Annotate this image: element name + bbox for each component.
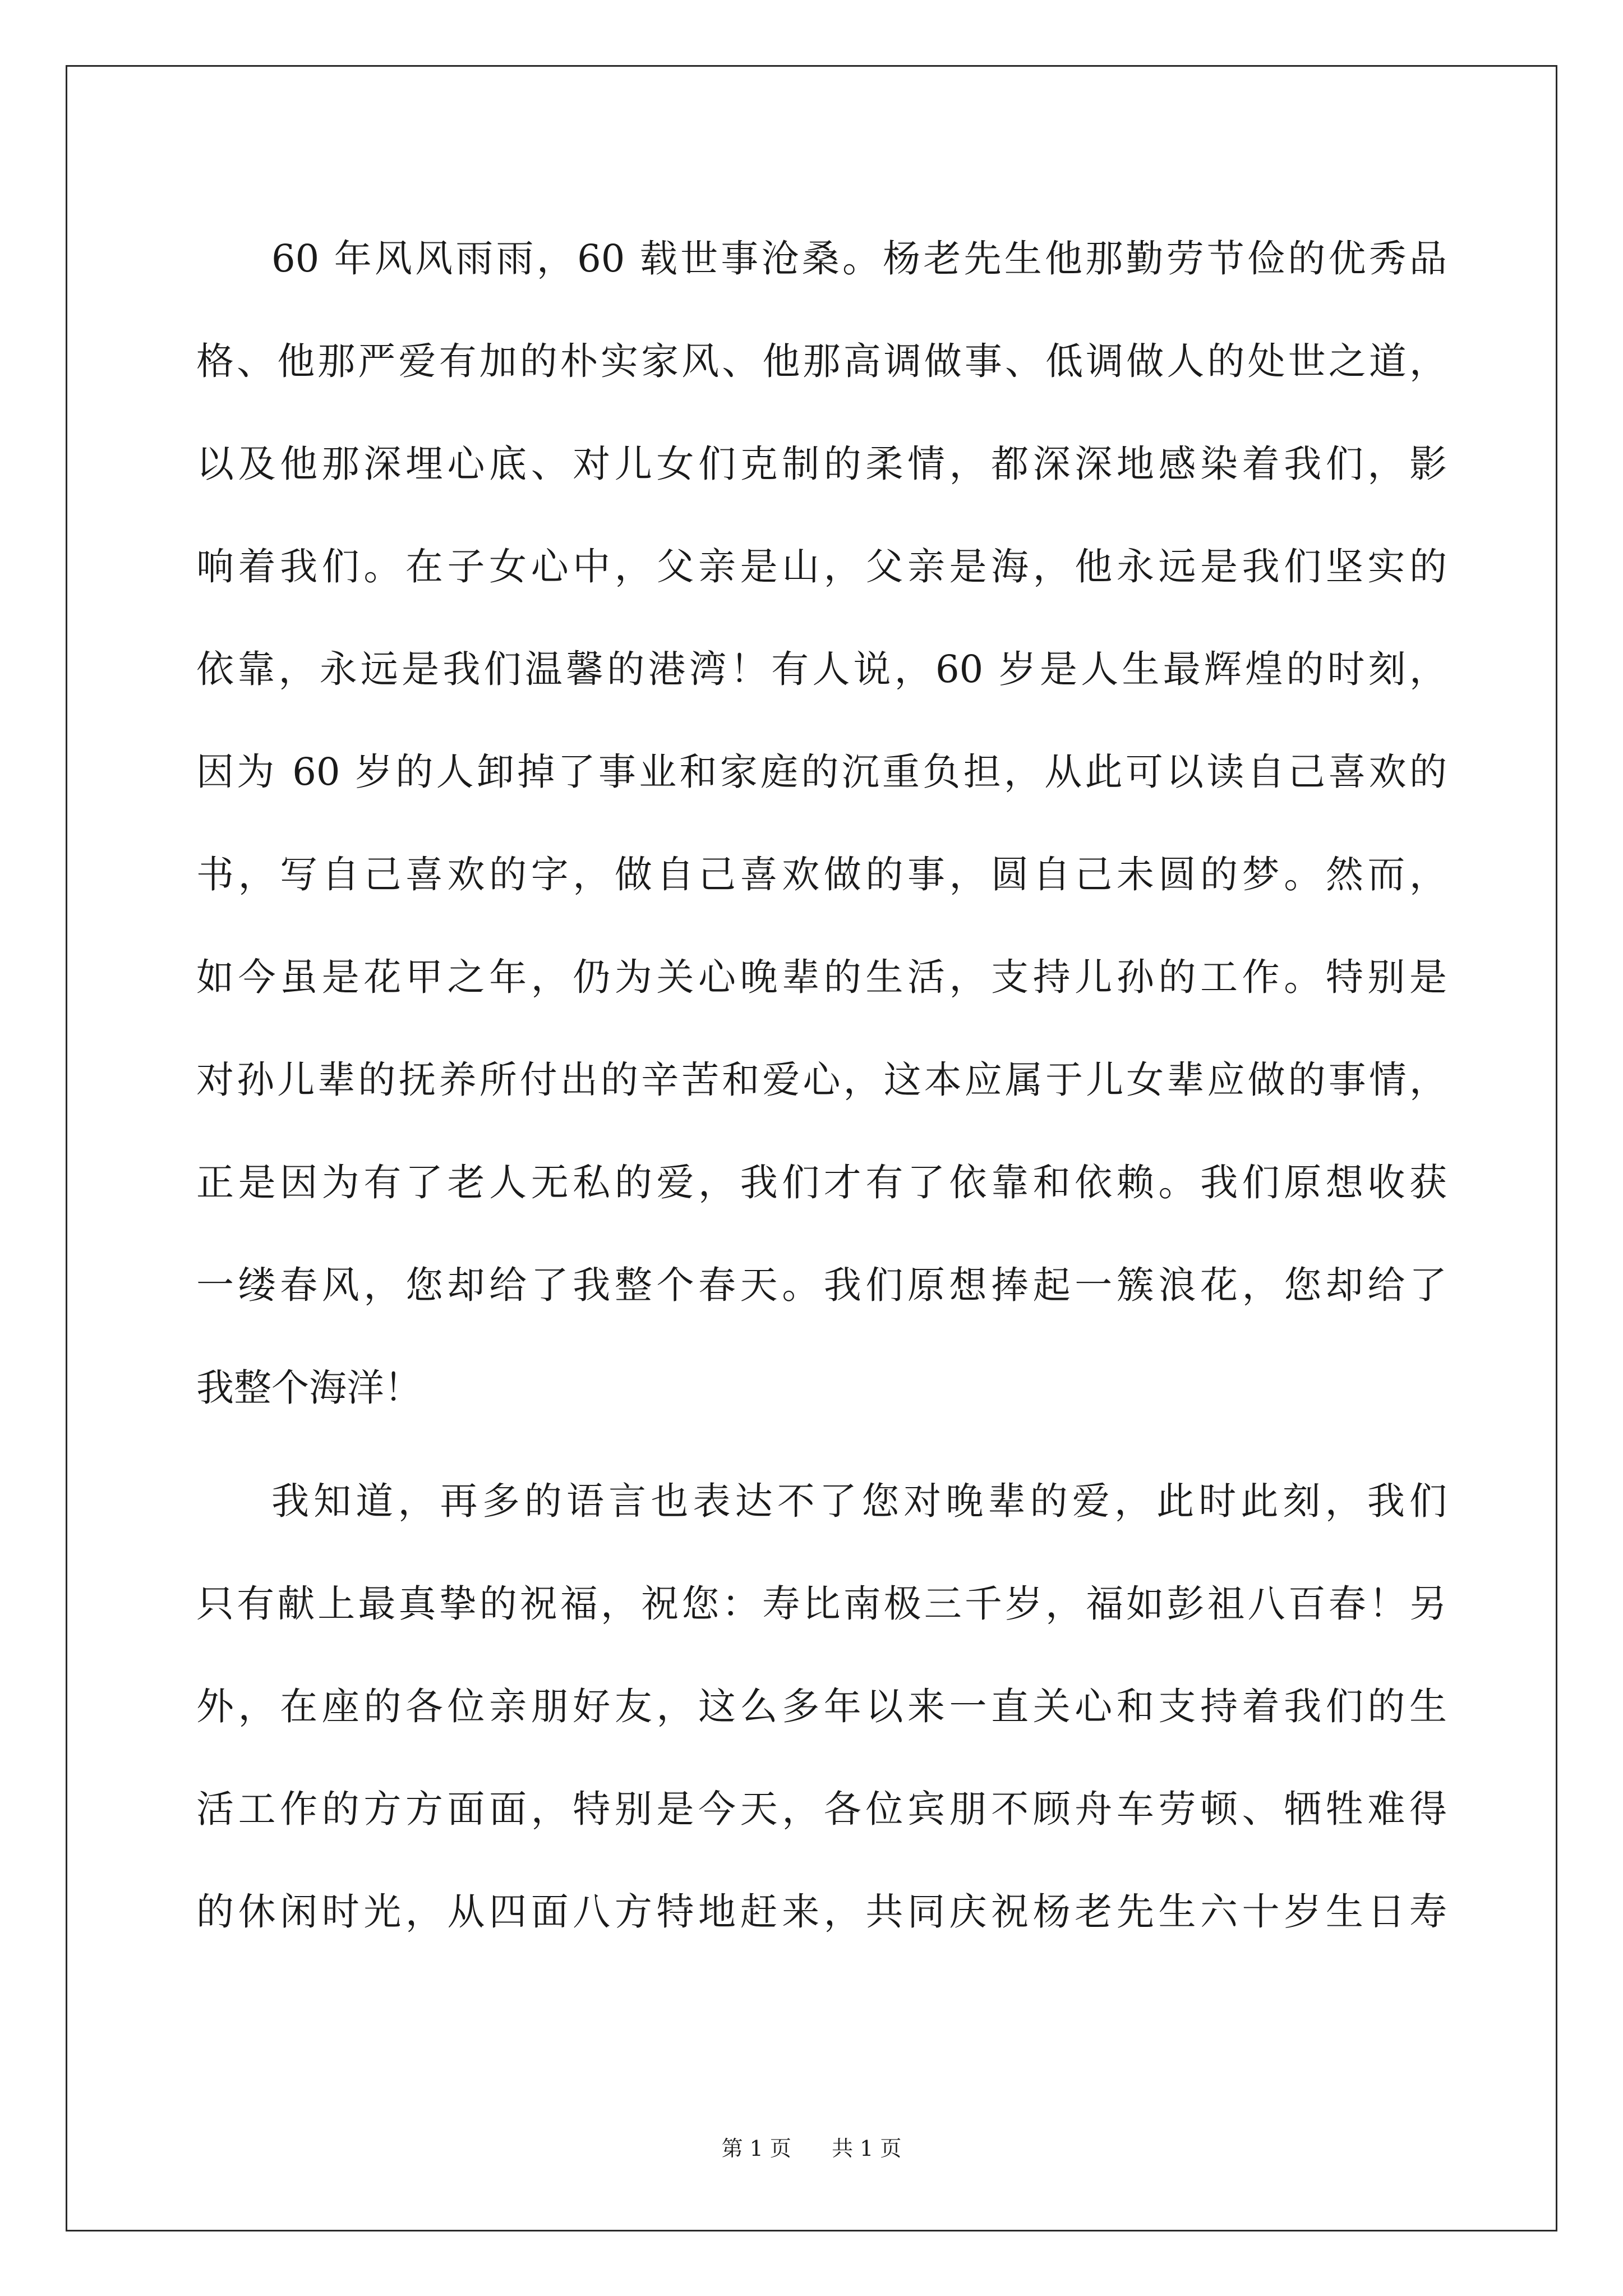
- text-line: 对孙儿辈的抚养所付出的辛苦和爱心，这本应属于儿女辈应做的事情，: [196, 1058, 1447, 1102]
- text-line: 的休闲时光，从四面八方特地赶来，共同庆祝杨老先生六十岁生日寿: [196, 1890, 1447, 1934]
- paragraph: [196, 1450, 1447, 1963]
- text-line: 格、他那严爱有加的朴实家风、他那高调做事、低调做人的处世之道，: [196, 339, 1447, 383]
- text-line: 外，在座的各位亲朋好友，这么多年以来一直关心和支持着我们的生: [196, 1685, 1447, 1728]
- text-line: 如今虽是花甲之年，仍为关心晚辈的生活，支持儿孙的工作。特别是: [196, 955, 1447, 999]
- text-line: 只有献上最真挚的祝福，祝您：寿比南极三千岁，福如彭祖八百春！另: [196, 1582, 1447, 1626]
- paragraph: [196, 208, 1447, 1439]
- text-line: 一缕春风，您却给了我整个春天。我们原想捧起一簇浪花，您却给了: [196, 1263, 1447, 1307]
- paragraph-spacer: [196, 1439, 1447, 1450]
- text-line: 60 年风风雨雨，60 载世事沧桑。杨老先生他那勤劳节俭的优秀品: [271, 237, 1447, 280]
- page-number-total: 共 1 页: [832, 2136, 902, 2161]
- text-line: 我整个海洋！: [196, 1366, 422, 1410]
- text-line: 因为 60 岁的人卸掉了事业和家庭的沉重负担，从此可以读自己喜欢的: [196, 750, 1447, 794]
- text-line: 我知道，再多的语言也表达不了您对晚辈的爱，此时此刻，我们: [271, 1479, 1447, 1523]
- text-line: 依靠，永远是我们温馨的港湾！有人说，60 岁是人生最辉煌的时刻，: [196, 647, 1447, 691]
- page-number-current: 第 1 页: [721, 2136, 791, 2161]
- text-line: 响着我们。在子女心中，父亲是山，父亲是海，他永远是我们坚实的: [196, 545, 1447, 588]
- document-body: [196, 208, 1447, 1963]
- text-line: 书，写自己喜欢的字，做自己喜欢做的事，圆自己未圆的梦。然而，: [196, 853, 1447, 896]
- text-line: 正是因为有了老人无私的爱，我们才有了依靠和依赖。我们原想收获: [196, 1161, 1447, 1204]
- text-line: 以及他那深埋心底、对儿女们克制的柔情，都深深地感染着我们，影: [196, 442, 1447, 486]
- page-footer: [0, 2135, 1623, 2162]
- text-line: 活工作的方方面面，特别是今天，各位宾朋不顾舟车劳顿、牺牲难得: [196, 1787, 1447, 1831]
